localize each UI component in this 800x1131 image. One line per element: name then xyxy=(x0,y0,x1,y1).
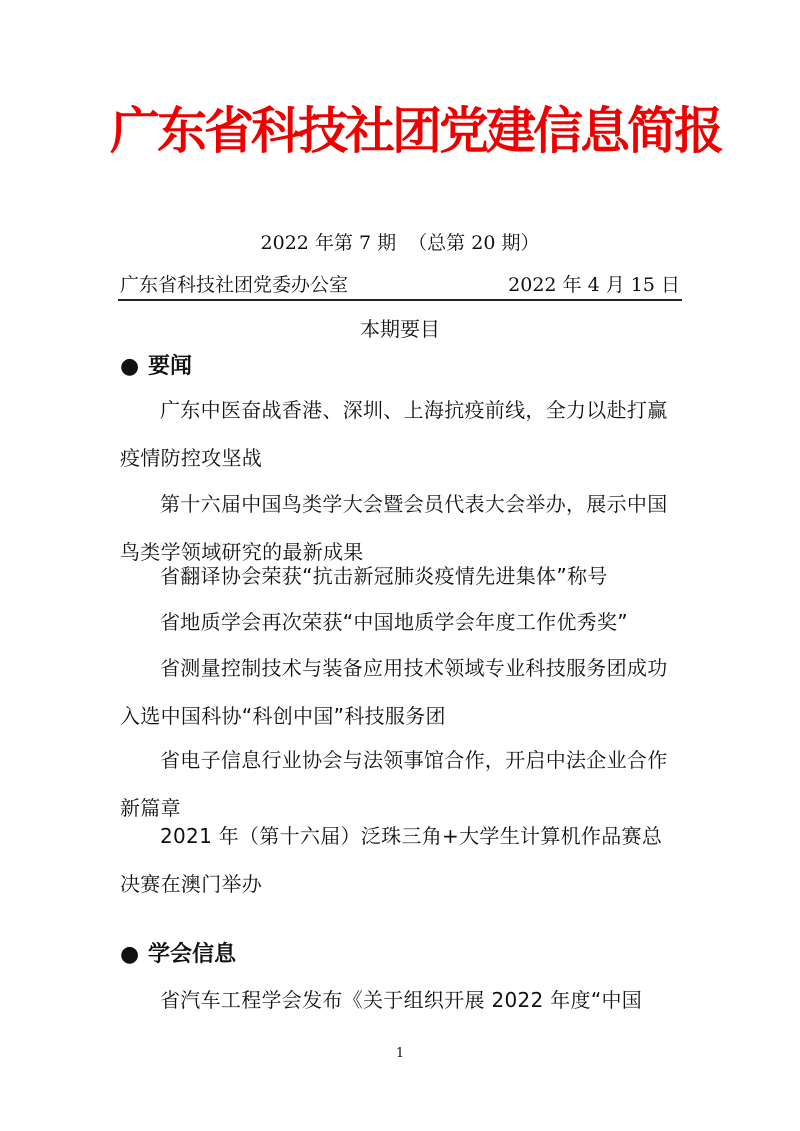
section-heading-label: 要闻 xyxy=(148,353,193,379)
issue-number: 2022 年第 7 期 （总第 20 期） xyxy=(260,232,540,254)
toc-item: 2021 年（第十六届）泛珠三角+大学生计算机作品赛总决赛在澳门举办 xyxy=(120,824,663,896)
header-rule xyxy=(118,299,682,301)
publisher-date-line xyxy=(120,272,680,298)
toc-item: 省地质学会再次荣获“中国地质学会年度工作优秀奖” xyxy=(160,610,628,634)
section-heading-news xyxy=(120,352,192,381)
masthead-title: 广东省科技社团党建信息简报 xyxy=(110,101,721,160)
toc-title: 本期要目 xyxy=(360,317,440,341)
bullet-icon: ● xyxy=(120,354,140,379)
toc-item: 省翻译协会荣获“抗击新冠肺炎疫情先进集体”称号 xyxy=(160,564,608,588)
page-number: 1 xyxy=(395,1046,405,1061)
section-heading-label: 学会信息 xyxy=(148,941,237,967)
section-heading-society-info xyxy=(120,940,236,969)
bullet-icon: ● xyxy=(120,942,140,967)
toc-item: 广东中医奋战香港、深圳、上海抗疫前线，全力以赴打赢疫情防控攻坚战 xyxy=(120,398,668,470)
publisher: 广东省科技社团党委办公室 xyxy=(120,274,349,296)
toc-item: 省汽车工程学会发布《关于组织开展 2022 年度“中国 xyxy=(160,988,643,1012)
toc-item: 省电子信息行业协会与法领事馆合作，开启中法企业合作新篇章 xyxy=(120,748,668,820)
publish-date: 2022 年 4 月 15 日 xyxy=(508,274,680,296)
toc-item: 第十六届中国鸟类学大会暨会员代表大会举办，展示中国鸟类学领域研究的最新成果 xyxy=(120,492,668,564)
toc-item: 省测量控制技术与装备应用技术领域专业科技服务团成功入选中国科协“科创中国”科技服务团 xyxy=(120,656,668,728)
